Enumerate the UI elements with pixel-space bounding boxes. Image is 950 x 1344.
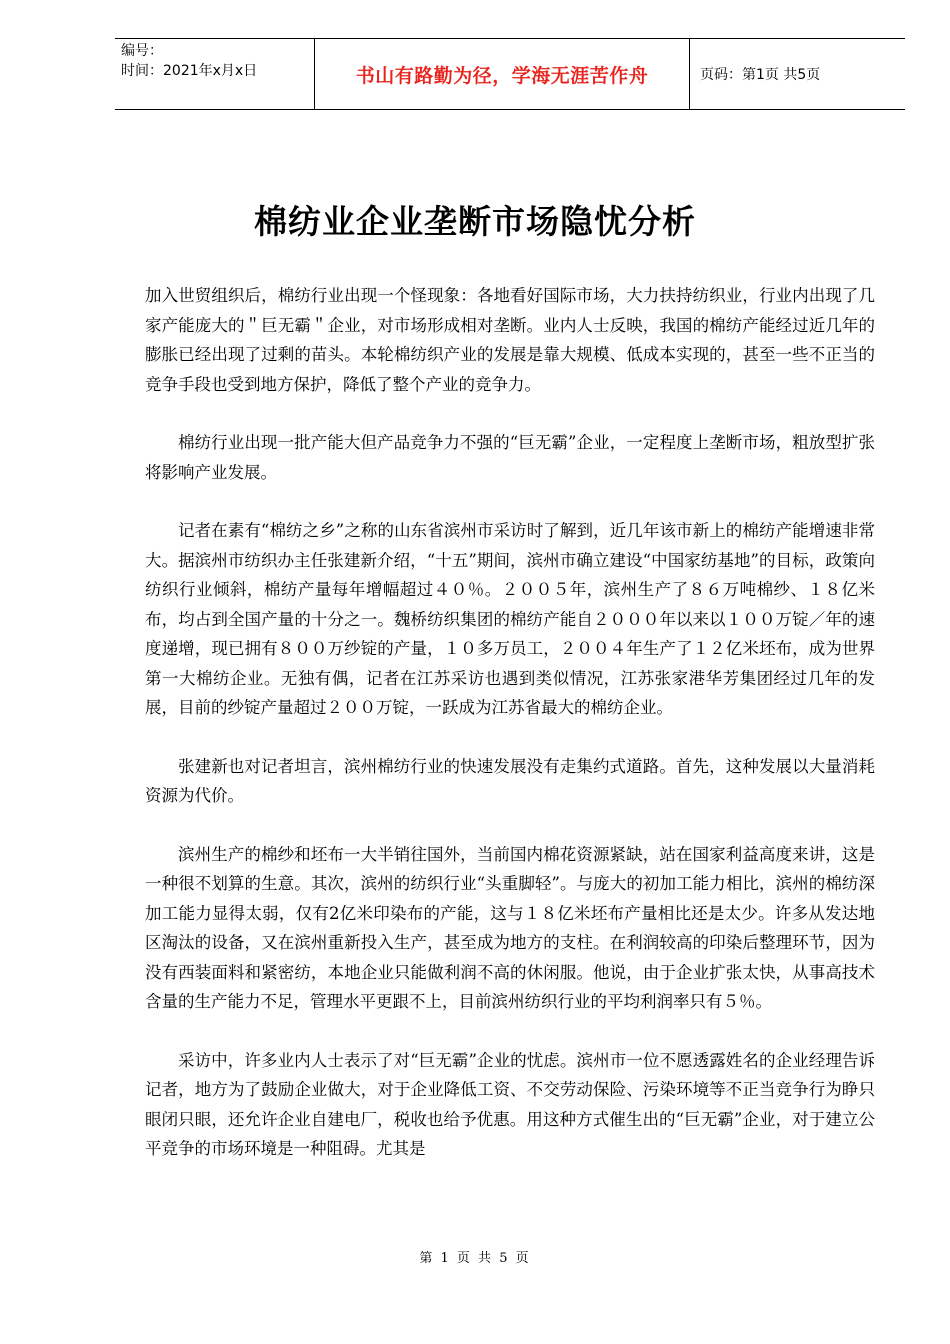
document-title: 棉纺业企业垄断市场隐忧分析 <box>254 202 696 241</box>
paragraph-5: 滨州生产的棉纱和坯布一大半销往国外，当前国内棉花资源紧缺，站在国家利益高度来讲，这是一种很不划算的生意。其次，滨州的纺织行业“头重脚轻”。与庞大的初加工能力相比，滨州的棉纺深加工能力显得太弱，仅有2亿米印染布的产能，这与１８亿米坯布产量相比还是太少。许多从发达地区淘汰的设备，又在滨州重新投入生产，甚至成为地方的支柱。在利润较高的印染后整理环节，因为没有西装面料和紧密纺，本地企业只能做利润不高的休闲服。他说，由于企业扩张太快，从事高技术含量的生产能力不足，管理水平更跟不上，目前滨州纺织行业的平均利润率只有５％。 <box>145 844 875 1011</box>
date-label: 时间：2021年x月x日 <box>121 63 258 79</box>
header-meta-cell <box>115 39 315 109</box>
paragraph-1: 加入世贸组织后，棉纺行业出现一个怪现象：各地看好国际市场，大力扶持纺织业，行业内出现了几家产能庞大的＂巨无霸＂企业，对市场形成相对垄断。业内人士反映，我国的棉纺产能经过近几年的膨胀已经出现了过剩的苗头。本轮棉纺织产业的发展是靠大规模、低成本实现的，甚至一些不正当的竞争手段也受到地方保护，降低了整个产业的竞争力。 <box>145 286 875 394</box>
page-footer: 第 1 页 共 5 页 <box>419 1251 531 1266</box>
page-header <box>115 38 905 110</box>
paragraph-3: 记者在素有“棉纺之乡”之称的山东省滨州市采访时了解到，近几年该市新上的棉纺产能增速非常大。据滨州市纺织办主任张建新介绍，“十五”期间，滨州市确立建设“中国家纺基地”的目标，政策向纺织行业倾斜，棉纺产量每年增幅超过４０％。２００５年，滨州生产了８６万吨棉纱、１８亿米布，均占到全国产量的十分之一。魏桥纺织集团的棉纺产能自２０００年以来以１００万锭／年的速度递增，现已拥有８００万纱锭的产量，１０多万员工，２００４年生产了１２亿米坯布，成为世界第一大棉纺企业。无独有偶，记者在江苏采访也遇到类似情况，江苏张家港华芳集团经过几年的发展，目前的纱锭产量超过２００万锭，一跃成为江苏省最大的棉纺企业。 <box>145 521 875 717</box>
paragraph-4: 张建新也对记者坦言，滨州棉纺行业的快速发展没有走集约式道路。首先，这种发展以大量消耗资源为代价。 <box>145 756 875 805</box>
paragraph-6: 采访中，许多业内人士表示了对“巨无霸”企业的忧虑。滨州市一位不愿透露姓名的企业经理告诉记者，地方为了鼓励企业做大，对于企业降低工资、不交劳动保险、污染环境等不正当竞争行为睁只眼闭只眼，还允许企业自建电厂，税收也给予优惠。用这种方式催生出的“巨无霸”企业，对于建立公平竞争的市场环境是一种阻碍。尤其是 <box>145 1050 875 1158</box>
header-page-info: 页码：第1页 共5页 <box>700 67 821 83</box>
paragraph-2: 棉纺行业出现一批产能大但产品竞争力不强的“巨无霸”企业，一定程度上垄断市场，粗放型扩张将影响产业发展。 <box>145 433 875 482</box>
document-body <box>145 281 875 1193</box>
serial-number-label: 编号： <box>121 43 163 59</box>
header-motto: 书山有路勤为径，学海无涯苦作舟 <box>315 39 690 109</box>
